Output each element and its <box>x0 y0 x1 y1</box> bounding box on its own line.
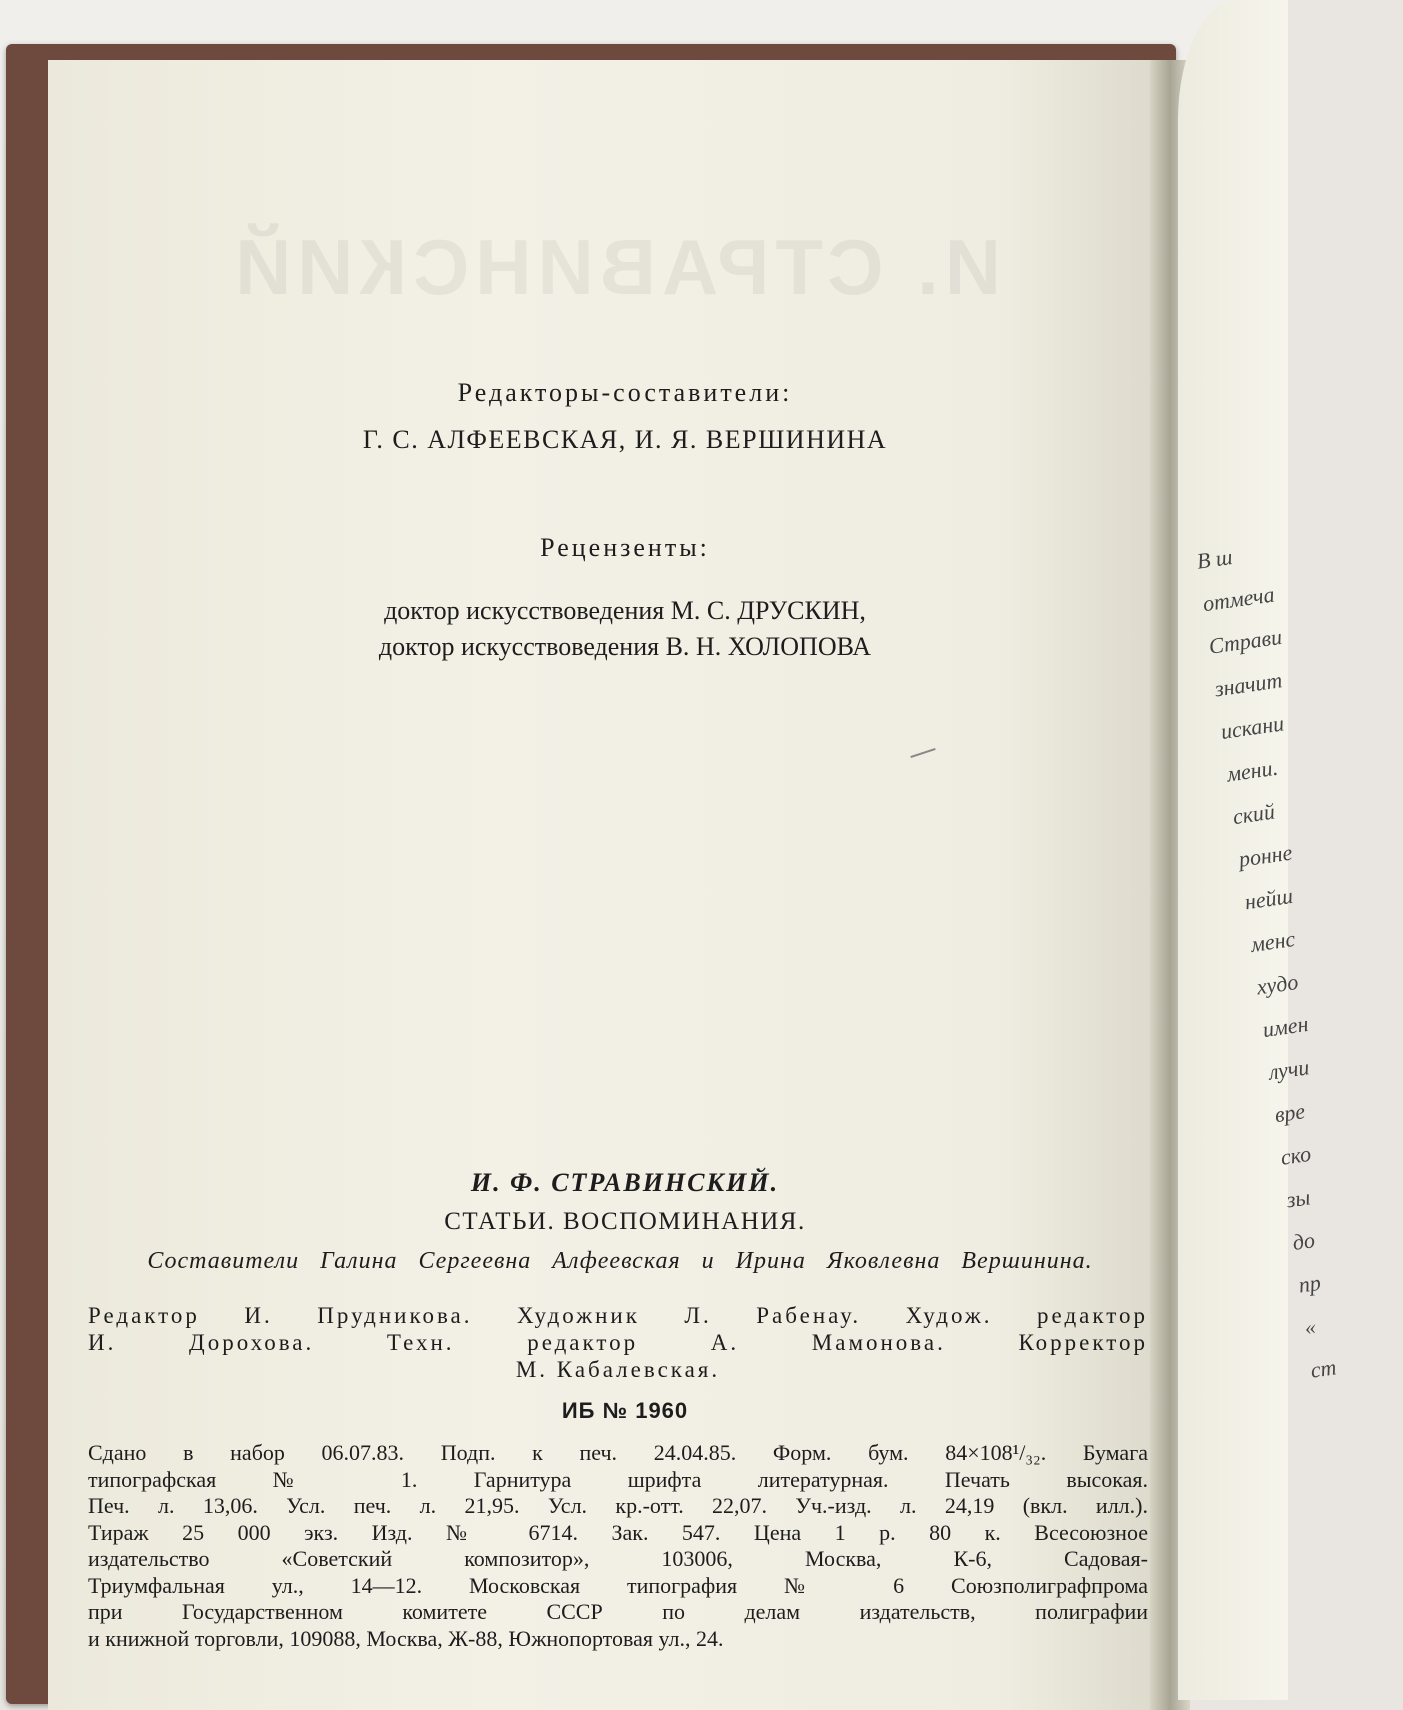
staff-line: М. Кабалевская. <box>515 1357 721 1382</box>
facing-page <box>1178 0 1338 1700</box>
print-line: типографская № 1. Гарнитура шрифта литературная. Печать высокая. <box>88 1466 1148 1492</box>
print-line: Тираж 25 000 экз. Изд. № 6714. Зак. 547. Цена 1 р. 80 к. Всесоюзное <box>88 1519 1148 1545</box>
print-line: и книжной торговли, 109088, Москва, Ж-88, Южнопортовая ул., 24. <box>88 1625 724 1651</box>
reviewer-line: доктор искусствоведения М. С. ДРУСКИН, <box>384 596 866 625</box>
facing-page-text: В ш отмеча Страви значит искани мени. ский ронне нейш менс худо имен лучи вре ско зы до пр « ст <box>1195 543 1338 1383</box>
imprint-title: СТАТЬИ. ВОСПОМИНАНИЯ. <box>444 1208 806 1235</box>
ib-number: ИБ № 1960 <box>561 1398 689 1423</box>
compilers-line: Составители Галина Сергеевна Алфеевская и Ирина Яковлевна Вершинина. <box>147 1248 1093 1274</box>
print-line: Печ. л. 13,06. Усл. печ. л. 21,95. Усл. кр.-отт. 22,07. Уч.-изд. л. 24,19 (вкл. илл.). <box>88 1493 1148 1518</box>
staff-credits <box>88 1302 1148 1383</box>
bleed-through-title: И. СТРАВИНСКИЙ <box>229 223 1001 311</box>
editors-label: Редакторы-составители: <box>457 378 793 407</box>
print-line: Сдано в набор 06.07.83. Подп. к печ. 24.04.85. Форм. бум. 84×108¹/₃₂. Бумага <box>88 1440 1148 1465</box>
staff-line: Редактор И. Прудникова. Художник Л. Рабенау. Худож. редактор <box>88 1303 1148 1328</box>
editors-names: Г. С. АЛФЕЕВСКАЯ, И. Я. ВЕРШИНИНА <box>362 425 888 454</box>
print-line: издательство «Советский композитор», 103006, Москва, К-6, Садовая- <box>88 1546 1148 1571</box>
imprint-author: И. Ф. СТРАВИНСКИЙ. <box>470 1168 780 1197</box>
reviewers-label: Рецензенты: <box>540 533 710 562</box>
staff-line: И. Дорохова. Техн. редактор А. Мамонова. Корректор <box>88 1330 1148 1355</box>
reviewers-list <box>90 593 1160 665</box>
print-details <box>88 1440 1148 1652</box>
print-line: Триумфальная ул., 14—12. Московская типография № 6 Союзполиграфпрома <box>88 1572 1148 1598</box>
print-line: при Государственном комитете СССР по делам издательств, полиграфии <box>88 1599 1148 1624</box>
reviewer-line: доктор искусствоведения В. Н. ХОЛОПОВА <box>378 632 872 661</box>
